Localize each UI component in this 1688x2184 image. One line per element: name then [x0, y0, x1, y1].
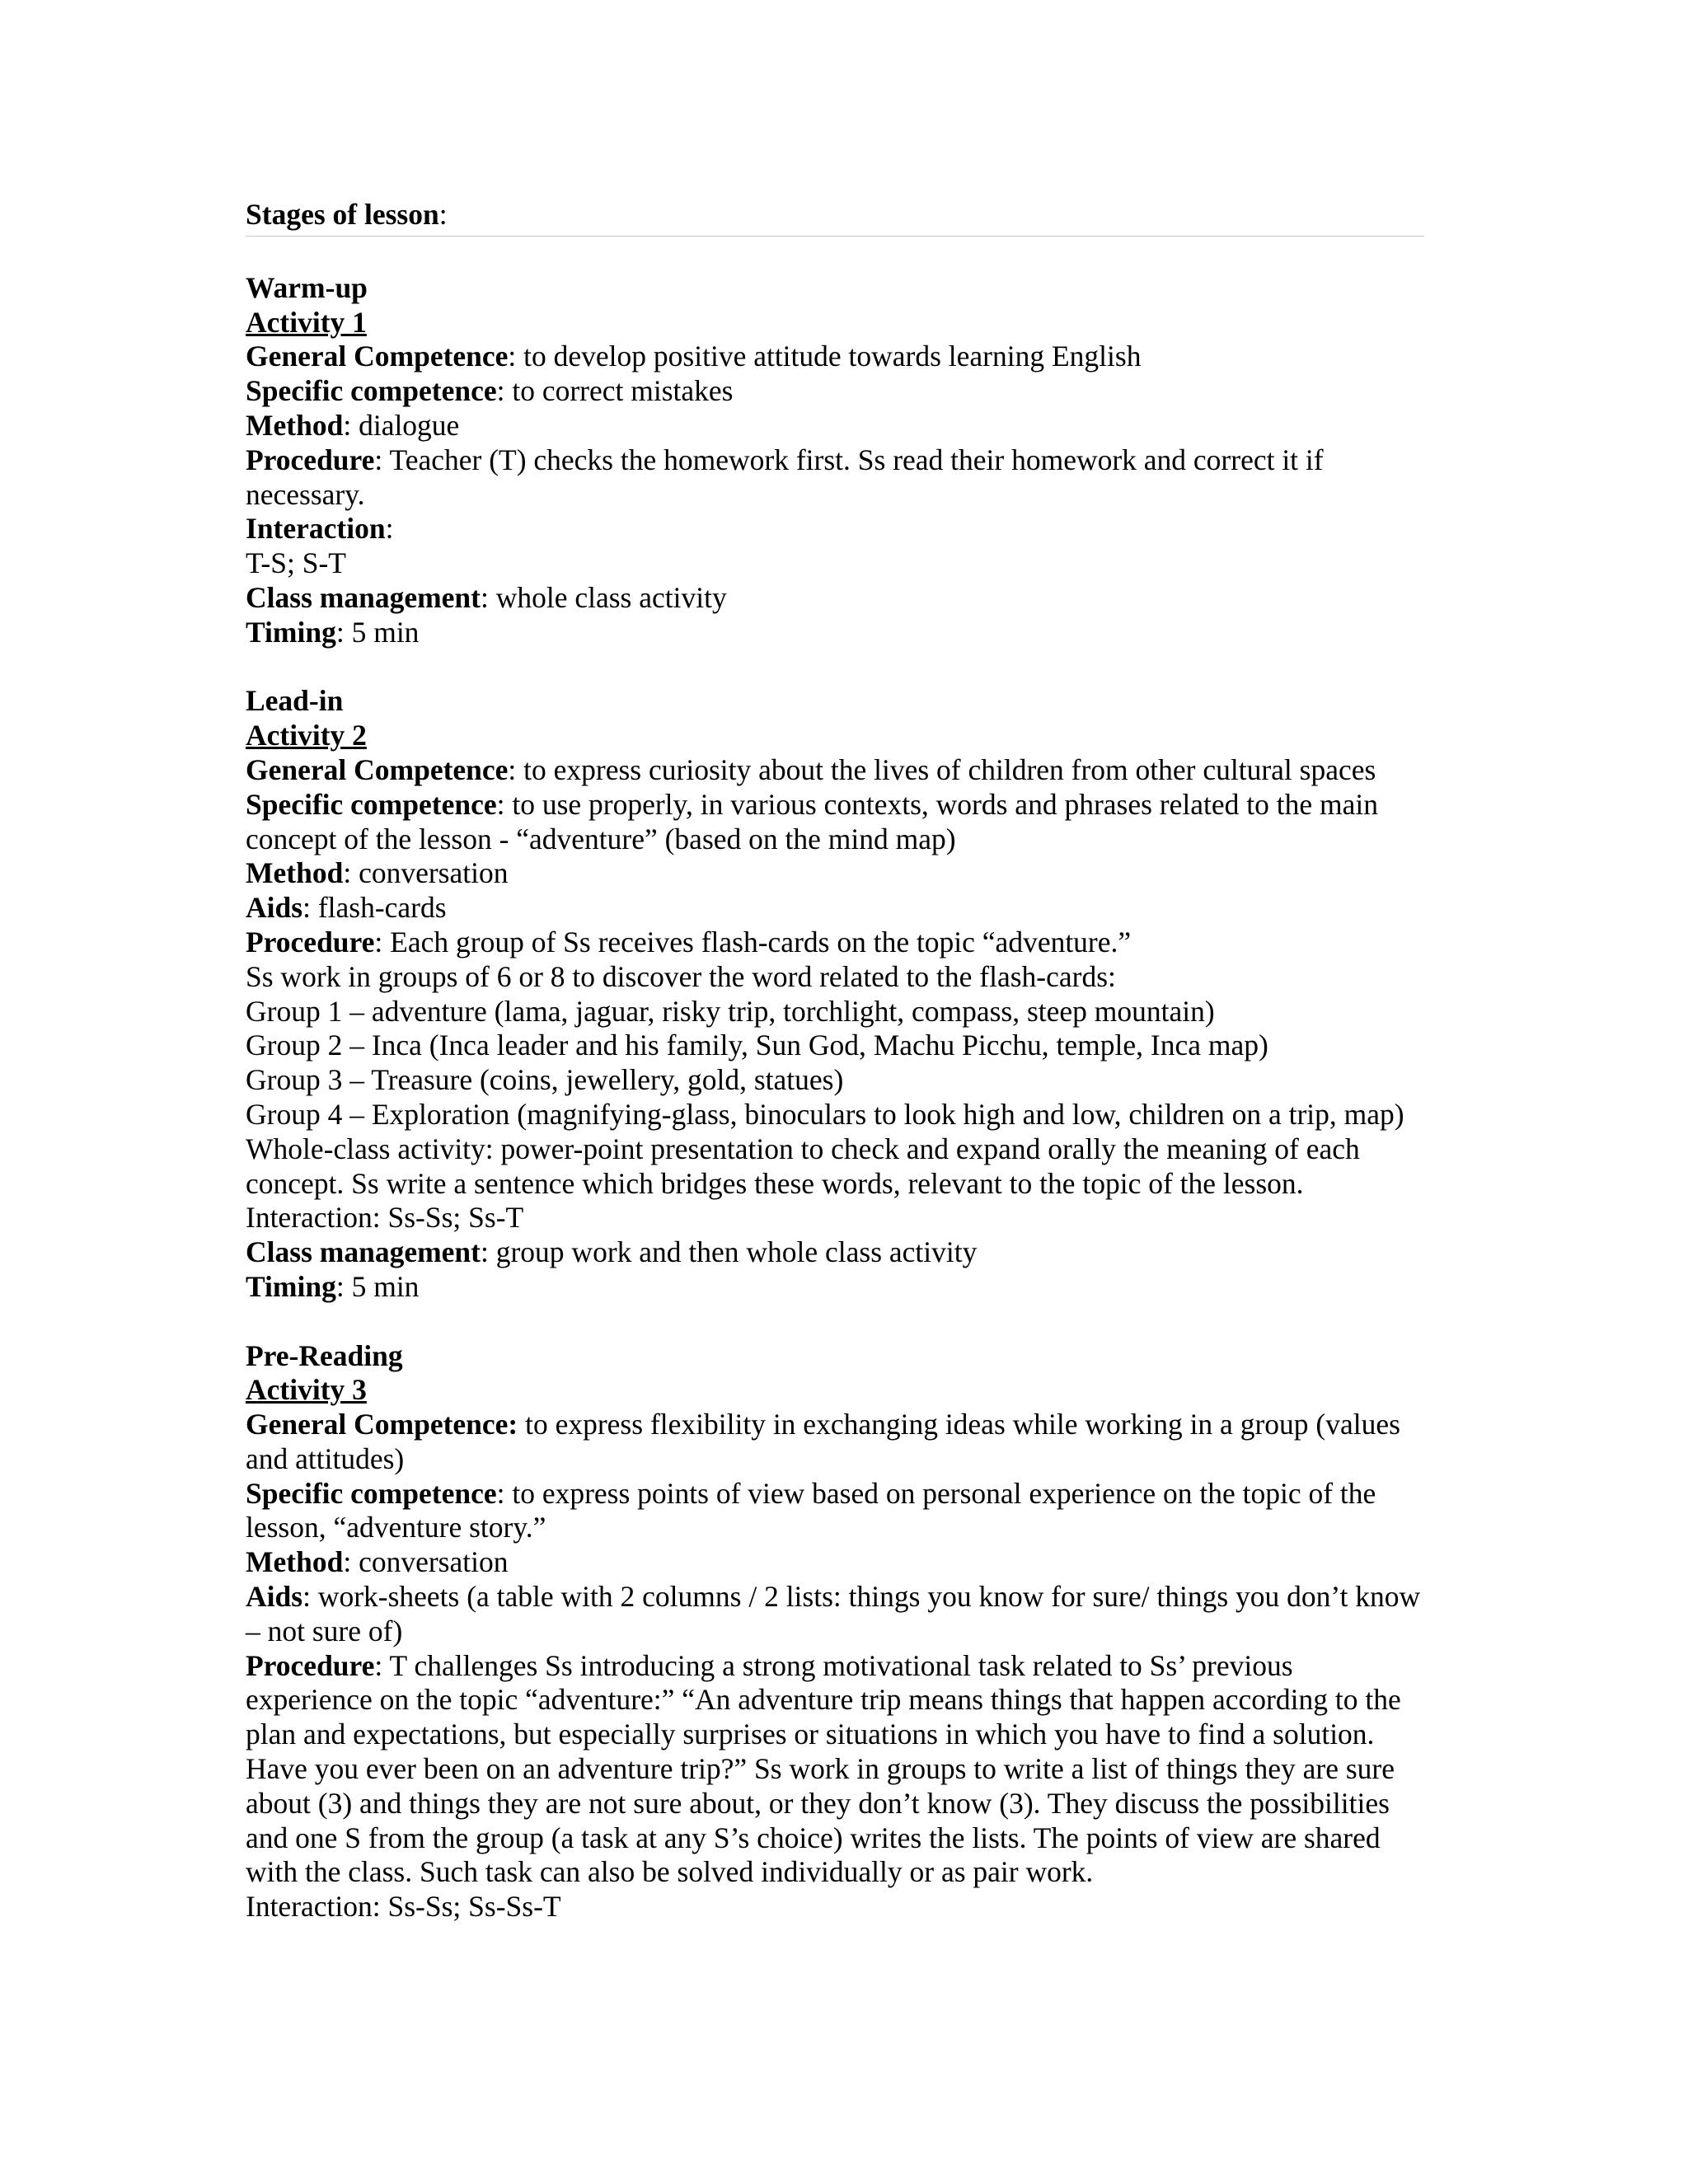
- section-line: [246, 926, 1424, 960]
- section-line: [246, 1098, 1424, 1132]
- field-text: to express curiosity about the lives of children from other cultural spaces: [516, 752, 1376, 786]
- field-text: whole class activity: [488, 580, 727, 614]
- section-line: [246, 374, 1424, 409]
- field-text: 5 min: [344, 1269, 420, 1303]
- section-line: [246, 340, 1424, 374]
- field-text: T challenges Ss introducing a strong motivational task related to Ss’ previous experience on the topic “adventure:” “An adventure trip means things that happen according to the plan and expectations, but especially surprises or situations in which you have to find a solution. Have you ever been on an adventure trip?” Ss work in groups to write a list of things they are sure about (3) and things they are not sure about, or they don’t know (3). They discuss the possibilities and one S from the group (a task at any S’s choice) writes the lists. The points of view are shared with the class. Such task can also be solved individually or as pair work.: [246, 1648, 1401, 1889]
- section-line: [246, 409, 1424, 443]
- field-separator: :: [343, 1545, 352, 1579]
- field-text: Group 4 – Exploration (magnifying-glass, binoculars to look high and low, children on a trip, map): [246, 1097, 1404, 1131]
- lesson-section: [246, 271, 1424, 650]
- field-label: Procedure: [246, 443, 375, 476]
- lesson-section: [246, 1339, 1424, 1925]
- activity-heading: Activity 3: [246, 1373, 367, 1407]
- field-text: to express points of view based on personal experience on the topic of the lesson, “adventure story.”: [246, 1476, 1376, 1544]
- section-line: [246, 616, 1424, 650]
- field-text: Whole-class activity: power-point presentation to check and expand orally the meaning of each concept. Ss write a sentence which bridges these words, relevant to the topic of the lesson.: [246, 1132, 1360, 1200]
- field-label: Aids: [246, 1580, 303, 1614]
- section-line: [246, 1201, 1424, 1235]
- field-separator: :: [343, 856, 352, 890]
- field-label: Class management: [246, 580, 481, 614]
- section-line: [246, 891, 1424, 926]
- field-label: Class management: [246, 1235, 481, 1269]
- field-separator: :: [374, 925, 383, 958]
- field-text: Group 2 – Inca (Inca leader and his family, Sun God, Machu Picchu, temple, Inca map): [246, 1029, 1268, 1062]
- field-label: Specific competence: [246, 374, 497, 408]
- activity-heading: Activity 2: [246, 719, 367, 752]
- field-label: Method: [246, 408, 344, 442]
- field-separator: :: [374, 443, 383, 476]
- field-label: Method: [246, 1545, 344, 1579]
- section-title: Pre-Reading: [246, 1338, 403, 1372]
- section-line: [246, 581, 1424, 616]
- stages-label: Stages of lesson: [246, 198, 439, 231]
- stages-colon: :: [438, 198, 448, 231]
- field-separator: :: [496, 374, 505, 408]
- field-label: Procedure: [246, 1648, 375, 1682]
- field-text: to use properly, in various contexts, words and phrases related to the main concept of the lesson - “adventure” (based on the mind map): [246, 787, 1378, 855]
- field-separator: :: [343, 408, 352, 442]
- section-line: [246, 753, 1424, 788]
- field-text: group work and then whole class activity: [488, 1235, 978, 1269]
- section-line: [246, 512, 1424, 546]
- field-label: General Competence:: [246, 1408, 518, 1441]
- section-line: [246, 995, 1424, 1029]
- section-line: [246, 1477, 1424, 1546]
- section-line: [246, 1649, 1424, 1891]
- field-text: Interaction: Ss-Ss; Ss-Ss-T: [246, 1890, 561, 1924]
- field-text: conversation: [351, 856, 509, 890]
- field-text: T-S; S-T: [246, 546, 346, 580]
- field-text: to correct mistakes: [504, 374, 734, 408]
- field-separator: :: [374, 1648, 383, 1682]
- field-separator: :: [480, 580, 489, 614]
- field-text: conversation: [351, 1545, 509, 1579]
- section-line: [246, 1890, 1424, 1924]
- field-text: Teacher (T) checks the homework first. Ss read their homework and correct it if necessary.: [246, 443, 1324, 511]
- field-separator: :: [480, 1235, 489, 1269]
- section-line: [246, 1132, 1424, 1202]
- field-separator: :: [335, 615, 345, 649]
- field-separator: :: [496, 1476, 505, 1510]
- field-separator: :: [385, 512, 394, 546]
- field-text: flash-cards: [310, 891, 447, 925]
- field-separator: :: [302, 1580, 311, 1614]
- field-label: Method: [246, 856, 344, 890]
- field-text: Group 1 – adventure (lama, jaguar, risky trip, torchlight, compass, steep mountain): [246, 994, 1215, 1028]
- field-label: Specific competence: [246, 787, 497, 821]
- field-label: Specific competence: [246, 1476, 497, 1510]
- field-separator: :: [508, 340, 517, 373]
- section-line: [246, 1408, 1424, 1477]
- section-line: [246, 546, 1424, 581]
- field-separator: :: [496, 787, 505, 821]
- activity-heading: Activity 1: [246, 305, 367, 339]
- section-line: [246, 1545, 1424, 1580]
- field-text: Ss work in groups of 6 or 8 to discover the word related to the flash-cards:: [246, 959, 1116, 993]
- section-line: [246, 960, 1424, 995]
- section-line: [246, 1063, 1424, 1098]
- field-label: Aids: [246, 891, 303, 925]
- field-label: General Competence: [246, 340, 509, 373]
- heading-rule: [246, 236, 1424, 237]
- field-text: Interaction: Ss-Ss; Ss-T: [246, 1201, 524, 1235]
- sections-container: [246, 271, 1424, 1924]
- field-separator: :: [508, 752, 517, 786]
- field-label: Procedure: [246, 925, 375, 958]
- field-text: work-sheets (a table with 2 columns / 2 lists: things you know for sure/ things you don’t know – not sure of): [246, 1580, 1421, 1647]
- field-text: Group 3 – Treasure (coins, jewellery, gold, statues): [246, 1063, 844, 1097]
- section-line: [246, 1270, 1424, 1305]
- lesson-section: [246, 684, 1424, 1304]
- section-title: Lead-in: [246, 684, 344, 718]
- field-label: Timing: [246, 1269, 336, 1303]
- field-text: to develop positive attitude towards learning English: [516, 340, 1142, 373]
- section-title: Warm-up: [246, 270, 368, 304]
- field-label: Interaction: [246, 512, 386, 546]
- section-line: [246, 443, 1424, 513]
- stages-heading: [246, 198, 1424, 232]
- field-text: 5 min: [344, 615, 420, 649]
- field-text: to express flexibility in exchanging ideas while working in a group (values and attitudes): [246, 1408, 1400, 1475]
- field-label: Timing: [246, 615, 336, 649]
- section-line: [246, 1235, 1424, 1270]
- field-separator: :: [335, 1269, 345, 1303]
- section-line: [246, 856, 1424, 891]
- field-label: General Competence: [246, 752, 509, 786]
- lesson-plan: [246, 198, 1424, 1959]
- field-text: Each group of Ss receives flash-cards on the topic “adventure.”: [382, 925, 1132, 958]
- field-separator: :: [302, 891, 311, 925]
- section-line: [246, 1029, 1424, 1063]
- field-text: dialogue: [351, 408, 460, 442]
- section-line: [246, 788, 1424, 857]
- section-line: [246, 1580, 1424, 1649]
